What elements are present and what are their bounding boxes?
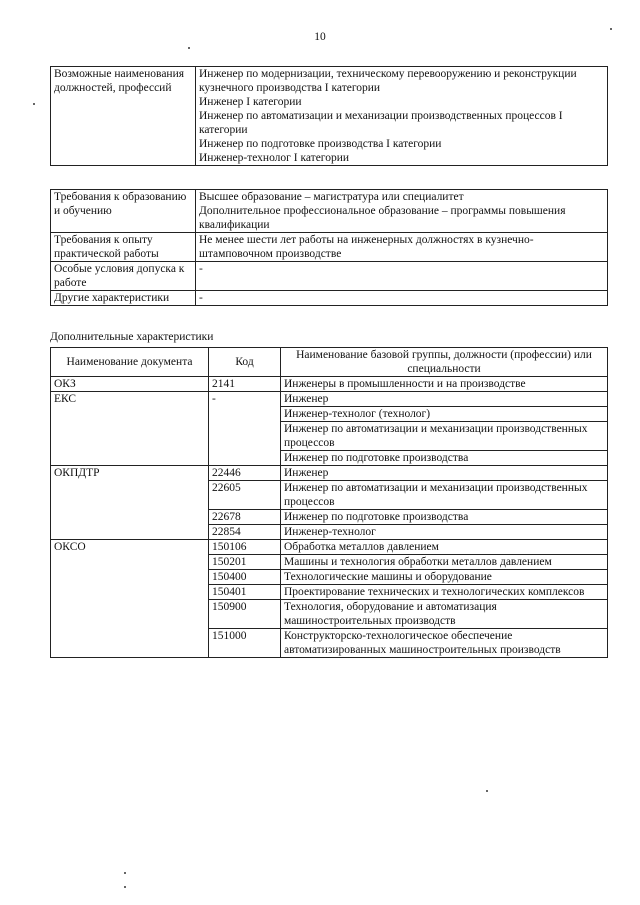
- code-cell: 2141: [209, 377, 281, 392]
- name-cell: Инженер по подготовке производства: [281, 451, 608, 466]
- name-cell: Инженер по подготовке производства: [281, 510, 608, 525]
- other-characteristics-value: -: [196, 291, 608, 306]
- code-cell: 22854: [209, 525, 281, 540]
- header-code: Код: [209, 348, 281, 377]
- list-item: Инженер по подготовке производства I категории: [199, 138, 442, 150]
- doc-okso: ОКСО: [51, 540, 209, 658]
- code-cell: 22446: [209, 466, 281, 481]
- name-cell: Инженер: [281, 466, 608, 481]
- positions-values: [196, 67, 608, 166]
- table-row: [51, 377, 608, 392]
- name-cell: Инженеры в промышленности и на производстве: [281, 377, 608, 392]
- other-characteristics-label: Другие характеристики: [51, 291, 196, 306]
- table-row: [51, 540, 608, 555]
- table-row: [51, 262, 608, 291]
- name-cell: Технология, оборудование и автоматизация машиностроительных производств: [281, 600, 608, 629]
- code-cell: -: [209, 392, 281, 407]
- name-cell: Проектирование технических и технологических комплексов: [281, 585, 608, 600]
- table-row: [51, 67, 608, 166]
- name-cell: Инженер-технолог: [281, 525, 608, 540]
- code-cell: 150400: [209, 570, 281, 585]
- name-cell: Инженер по автоматизации и механизации производственных процессов: [281, 422, 608, 451]
- code-cell: 22605: [209, 481, 281, 510]
- scan-speck: [124, 886, 126, 888]
- name-cell: Инженер-технолог (технолог): [281, 407, 608, 422]
- list-item: Инженер по автоматизации и механизации производственных процессов I категории: [199, 110, 563, 136]
- doc-okpdtr: ОКПДТР: [51, 466, 209, 540]
- special-conditions-label: Особые условия допуска к работе: [51, 262, 196, 291]
- scan-speck: [486, 790, 488, 792]
- special-conditions-value: -: [196, 262, 608, 291]
- positions-table: [50, 66, 608, 166]
- education-values: [196, 190, 608, 233]
- header-name: Наименование базовой группы, должности (профессии) или специальности: [281, 348, 608, 377]
- list-item: Высшее образование – магистратура или специалитет: [199, 191, 464, 203]
- requirements-table: [50, 189, 608, 306]
- positions-label: Возможные наименования должностей, профессий: [51, 67, 196, 166]
- doc-eks: ЕКС: [51, 392, 209, 466]
- scan-speck: [610, 28, 612, 30]
- table-row: [51, 233, 608, 262]
- header-document: Наименование документа: [51, 348, 209, 377]
- education-label: Требования к образованию и обучению: [51, 190, 196, 233]
- name-cell: Технологические машины и оборудование: [281, 570, 608, 585]
- experience-value: Не менее шести лет работы на инженерных должностях в кузнечно-штамповочном производстве: [196, 233, 608, 262]
- additional-caption: Дополнительные характеристики: [50, 331, 214, 343]
- code-cell: [209, 422, 281, 451]
- code-cell: 22678: [209, 510, 281, 525]
- code-cell: 150401: [209, 585, 281, 600]
- table-header-row: [51, 348, 608, 377]
- name-cell: Машины и технология обработки металлов давлением: [281, 555, 608, 570]
- table-row: [51, 291, 608, 306]
- table-row: [51, 190, 608, 233]
- code-cell: 150201: [209, 555, 281, 570]
- code-cell: 151000: [209, 629, 281, 658]
- doc-okz: ОКЗ: [51, 377, 209, 392]
- list-item: Инженер по модернизации, техническому перевооружению и реконструкции кузнечного производства I категории: [199, 68, 577, 94]
- code-cell: 150106: [209, 540, 281, 555]
- list-item: Инженер-технолог I категории: [199, 152, 350, 164]
- name-cell: Инженер: [281, 392, 608, 407]
- table-row: [51, 466, 608, 481]
- code-cell: 150900: [209, 600, 281, 629]
- name-cell: Инженер по автоматизации и механизации производственных процессов: [281, 481, 608, 510]
- scan-speck: [124, 872, 126, 874]
- page-number: 10: [314, 31, 326, 43]
- list-item: Дополнительное профессиональное образование – программы повышения квалификации: [199, 205, 566, 231]
- code-cell: [209, 451, 281, 466]
- additional-table: [50, 347, 608, 658]
- scan-speck: [188, 47, 190, 49]
- name-cell: Конструкторско-технологическое обеспечение автоматизированных машиностроительных производств: [281, 629, 608, 658]
- experience-label: Требования к опыту практической работы: [51, 233, 196, 262]
- code-cell: [209, 407, 281, 422]
- scan-speck: [33, 103, 35, 105]
- name-cell: Обработка металлов давлением: [281, 540, 608, 555]
- list-item: Инженер I категории: [199, 96, 302, 108]
- table-row: [51, 392, 608, 407]
